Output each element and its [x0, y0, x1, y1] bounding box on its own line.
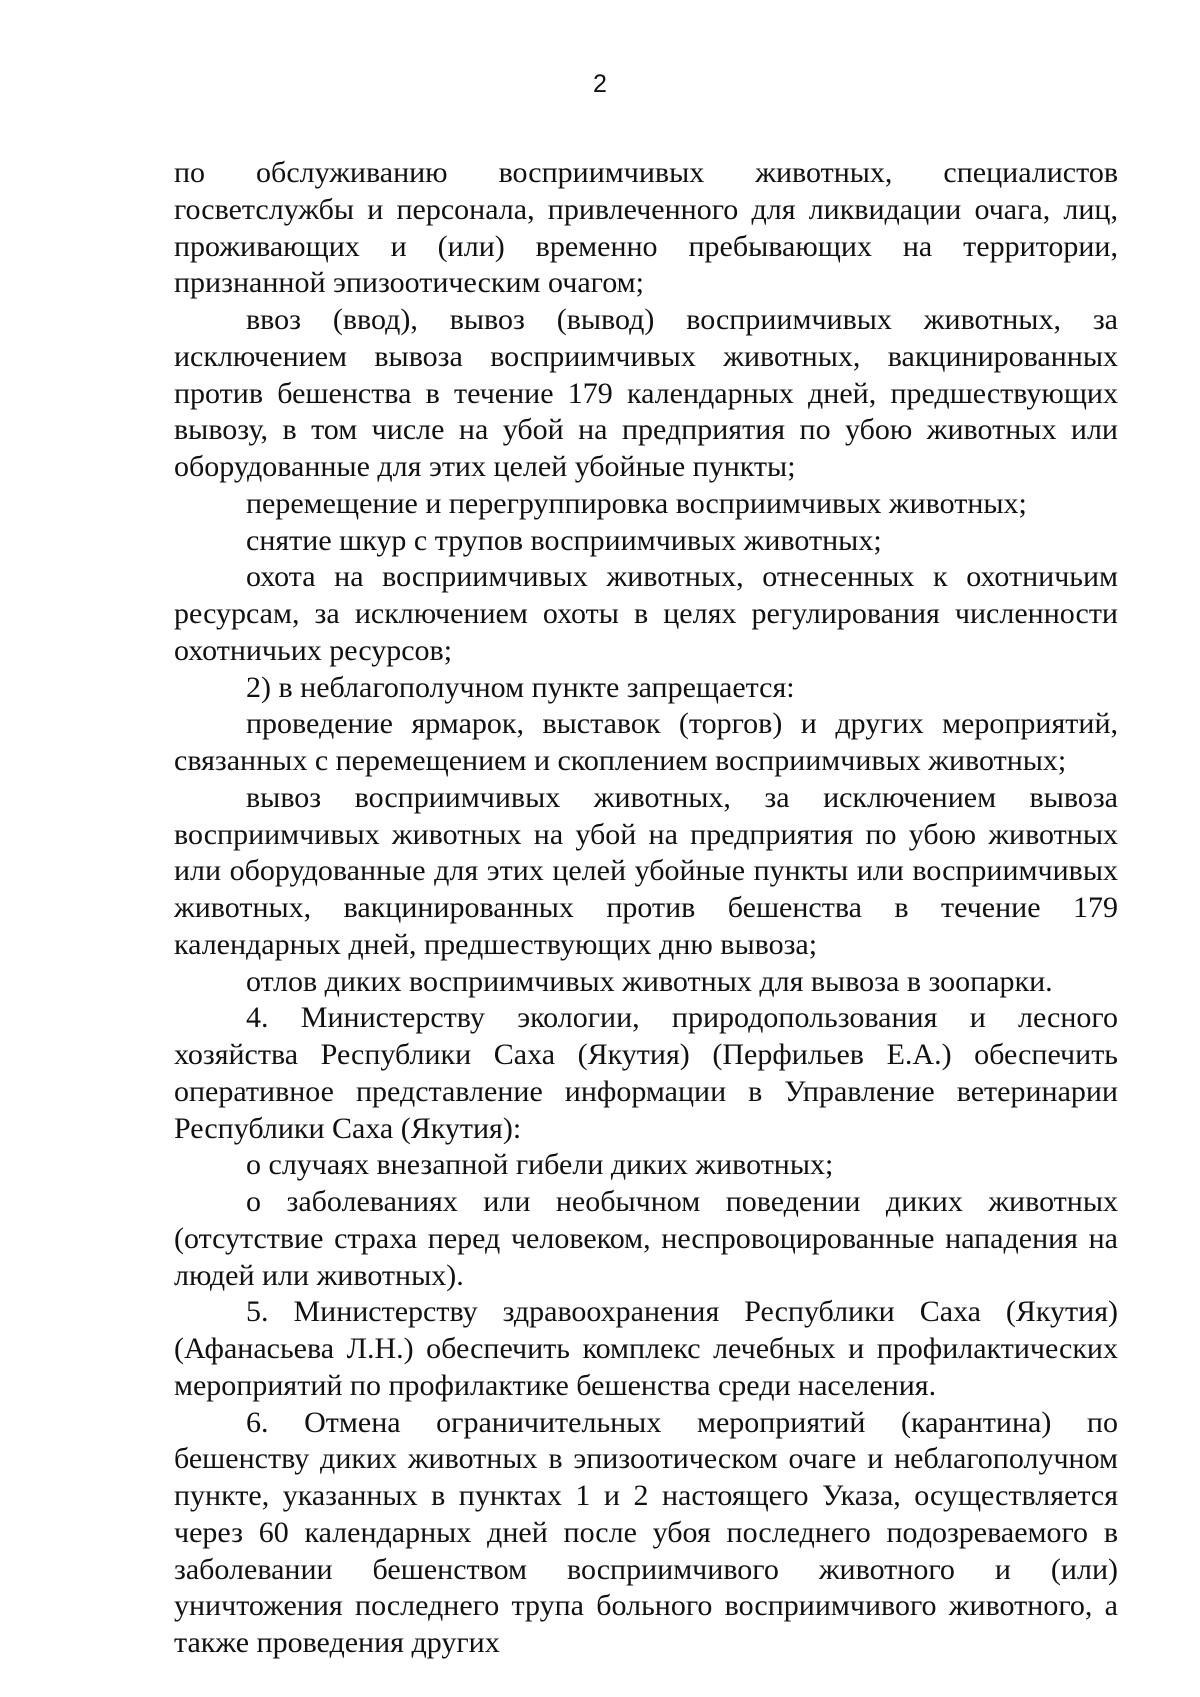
paragraph-item-6: 6. Отмена ограничительных мероприятий (карантина) по бешенству диких животных в эпизоотическом очаге и неблагополучном пункте, указанных в пунктах 1 и 2 настоящего Указа, осуществляется через 60 календарных дней после убоя последнего подозреваемого в заболевании бешенством восприимчивого животного и (или) уничтожения последнего трупа больного восприимчивого животного, а также проведения других	[174, 1405, 1118, 1659]
paragraph-capture-ban: отлов диких восприимчивых животных для вывоза в зоопарки.	[246, 964, 1053, 998]
paragraph-removal-ban: вывоз восприимчивых животных, за исключением вывоза восприимчивых животных на убой на предприятия по убою животных или оборудованные для этих целей убойные пункты или восприимчивых животных, вакцинированных против бешенства в течение 179 календарных дней, предшествующих дню вывоза;	[174, 780, 1118, 961]
document-body	[174, 155, 1118, 1662]
paragraph-movement-ban: перемещение и перегруппировка восприимчивых животных;	[246, 486, 1027, 520]
page-number: 2	[593, 70, 607, 98]
paragraph-item-5: 5. Министерству здравоохранения Республики Саха (Якутия) (Афанасьева Л.Н.) обеспечить комплекс лечебных и профилактических мероприятий по профилактике бешенства среди населения.	[174, 1295, 1118, 1402]
paragraph-fairs-ban: проведение ярмарок, выставок (торгов) и других мероприятий, связанных с перемещением и скоплением восприимчивых животных;	[174, 707, 1118, 777]
paragraph-item-4: 4. Министерству экологии, природопользования и лесного хозяйства Республики Саха (Якутия) (Перфильев Е.А.) обеспечить оперативное представление информации в Управление ветеринарии Республики Саха (Якутия):	[174, 1001, 1118, 1145]
paragraph-diseases: о заболеваниях или необычном поведении диких животных (отсутствие страха перед человеком, неспровоцированные нападения на людей или животных).	[174, 1185, 1118, 1292]
paragraph-continued: по обслуживанию восприимчивых животных, специалистов госветслужбы и персонала, привлеченного для ликвидации очага, лиц, проживающих и (или) временно пребывающих на территории, признанной эпизоотическим очагом;	[174, 156, 1118, 300]
paragraph-sudden-death: о случаях внезапной гибели диких животных;	[246, 1148, 834, 1182]
paragraph-hunting-ban: охота на восприимчивых животных, отнесенных к охотничьим ресурсам, за исключением охоты в целях регулирования численности охотничьих ресурсов;	[174, 560, 1118, 667]
paragraph-skinning-ban: снятие шкур с трупов восприимчивых животных;	[246, 523, 882, 557]
paragraph-item-2-heading: 2) в неблагополучном пункте запрещается:	[246, 670, 795, 704]
paragraph-import-export-ban: ввоз (ввод), вывоз (вывод) восприимчивых животных, за исключением вывоза восприимчивых животных, вакцинированных против бешенства в течение 179 календарных дней, предшествующих вывозу, в том числе на убой на предприятия по убою животных или оборудованные для этих целей убойные пункты;	[174, 303, 1118, 483]
